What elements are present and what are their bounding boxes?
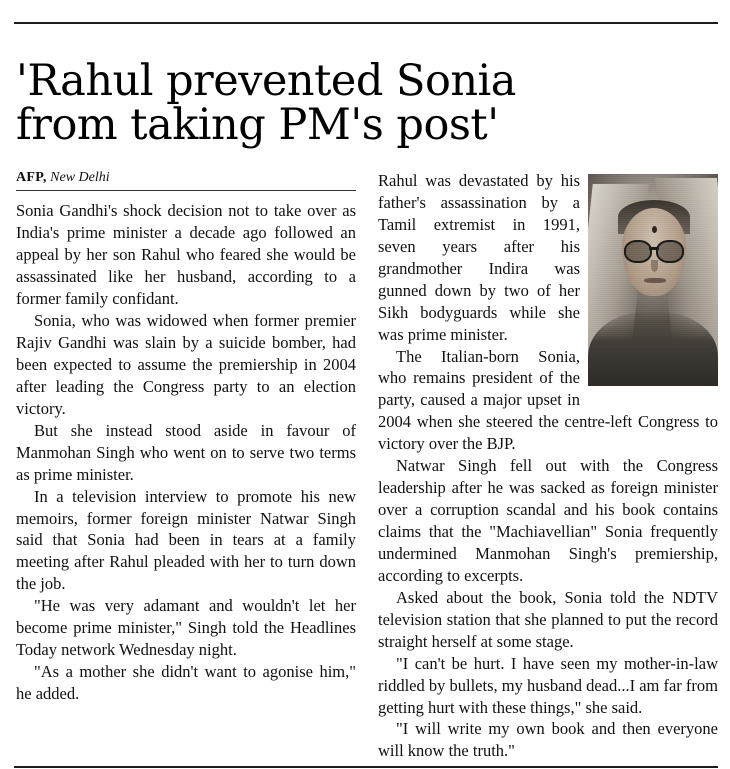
- headline-line-2: from taking PM's post': [16, 100, 499, 151]
- paragraph: Asked about the book, Sonia told the NDTV television station that she planned to put the record straight herself at some stage.: [378, 587, 718, 651]
- column-left: [16, 170, 356, 760]
- top-divider-rule: [14, 22, 718, 24]
- paragraph: In a television interview to promote his new memoirs, former foreign minister Natwar Singh said that Sonia had been in tears at a family meeting after Rahul pleaded with her to turn down the job.: [16, 486, 356, 594]
- headline-line-1: 'Rahul prevented Sonia: [16, 55, 516, 106]
- paragraph: Natwar Singh fell out with the Congress leadership after he was sacked as foreign minister over a corruption scandal and his book contains claims that the "Machiavellian" Sonia frequently undermined Manmohan Singh's premiership, according to excerpts.: [378, 456, 718, 585]
- paragraph: Sonia Gandhi's shock decision not to take over as India's prime minister a decade ago followed an appeal by her son Rahul who feared she would be assassinated like her husband, according to a former family confidant.: [16, 201, 356, 309]
- paragraph: "He was very adamant and wouldn't let her become prime minister," Singh told the Headlines Today network Wednesday night.: [16, 596, 356, 660]
- byline-agency: AFP,: [16, 170, 47, 185]
- paragraph: Rahul was devastated by his father's assassination by a Tamil extremist in 1991, seven years after his grandmother Indira was gunned down by two of her Sikh bodyguards while she was prime minister.: [378, 171, 580, 344]
- paragraph: The Italian-born Sonia, who remains president of the party, caused a major upset in 2004 when she steered the centre-left Congress to victory over the BJP.: [378, 346, 718, 454]
- sonia-gandhi-photo: [588, 174, 718, 386]
- article-columns: [16, 170, 718, 760]
- paragraph: But she instead stood aside in favour of Manmohan Singh who went on to serve two terms as prime minister.: [16, 420, 356, 484]
- bottom-divider-rule: [14, 766, 718, 768]
- paragraph: "I will write my own book and then everyone will know the truth.": [378, 719, 718, 761]
- byline: [16, 170, 356, 185]
- paragraph: "As a mother she didn't want to agonise him," he added.: [16, 662, 356, 704]
- byline-divider-rule: [16, 190, 356, 191]
- paragraph: "I can't be hurt. I have seen my mother-in-law riddled by bullets, my husband dead...I am far from getting hurt with these things," she said.: [378, 653, 718, 717]
- column-right: [378, 170, 718, 760]
- byline-place: New Delhi: [50, 170, 110, 185]
- paragraph: Sonia, who was widowed when former premier Rajiv Gandhi was slain by a suicide bomber, had been expected to assume the premiership in 2004 after leading the Congress party to an election victory.: [16, 311, 356, 418]
- page-title: [16, 55, 716, 151]
